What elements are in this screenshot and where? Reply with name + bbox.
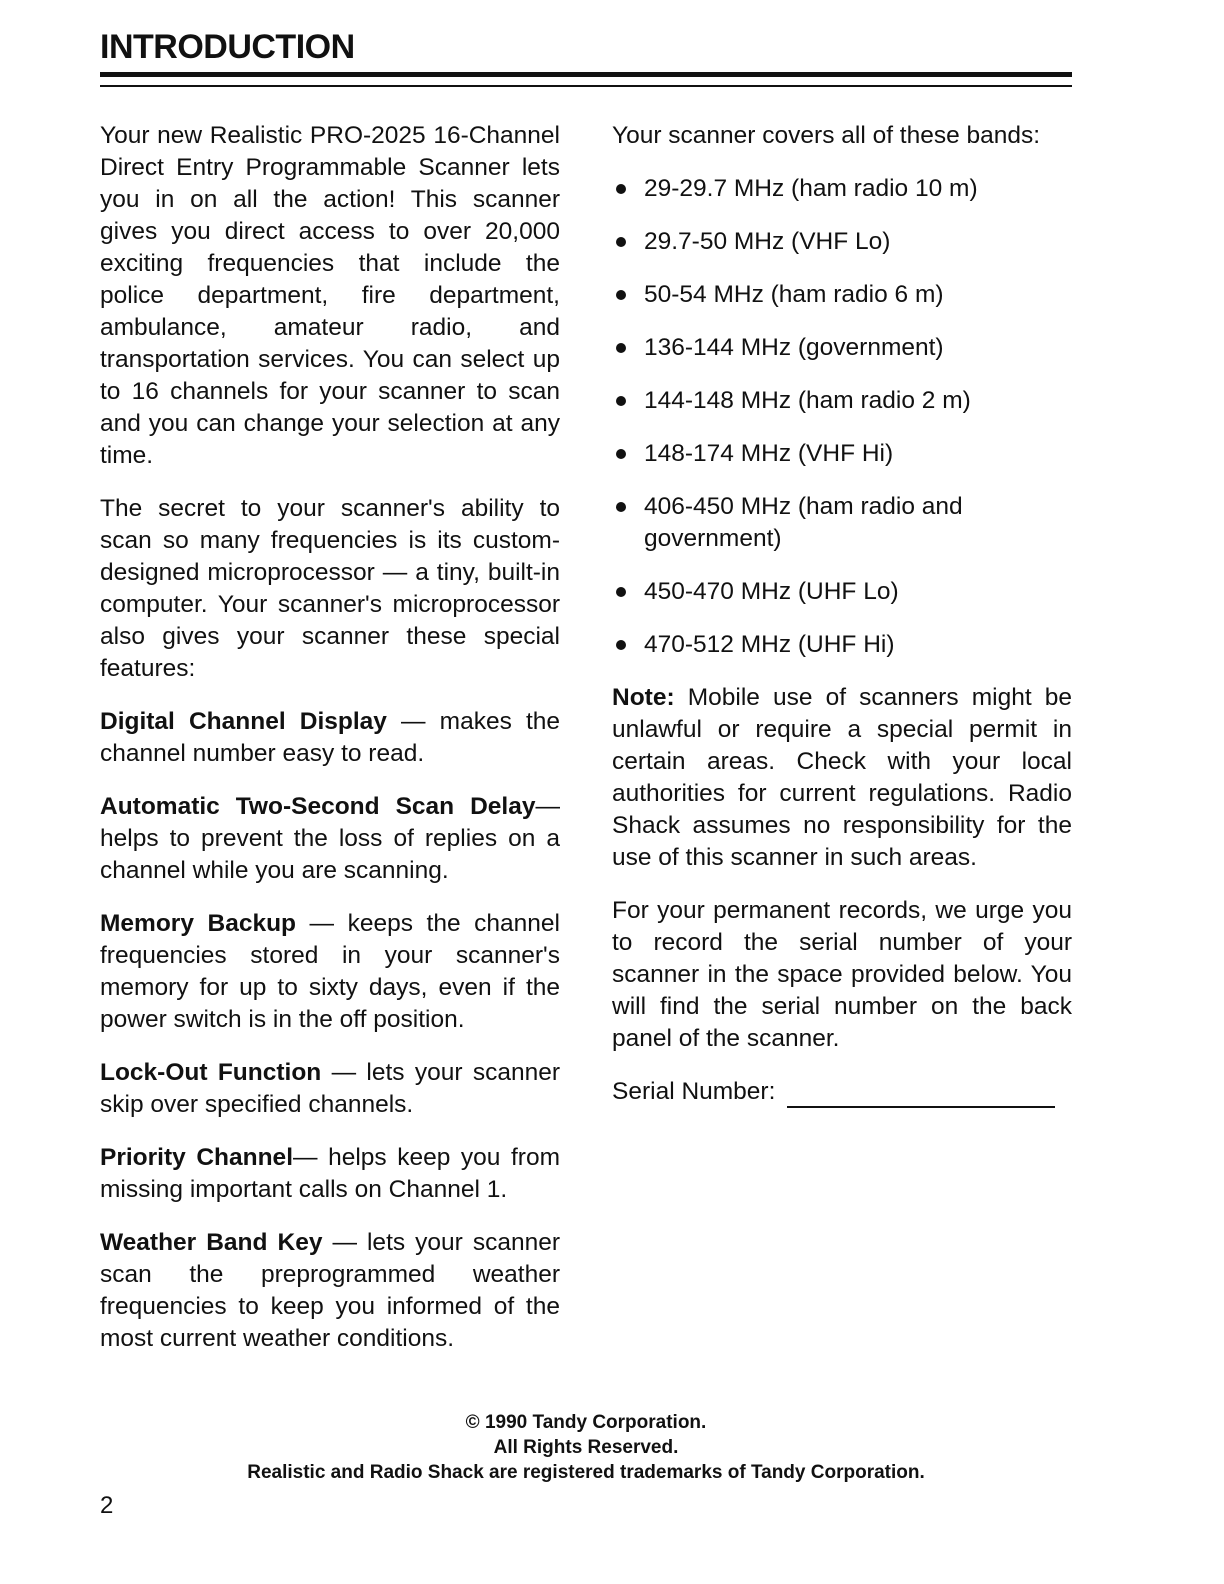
rights-line: All Rights Reserved. [493, 1437, 679, 1458]
band-text: 29-29.7 MHz (ham radio 10 m) [644, 175, 978, 202]
note-text: Mobile use of scanners might be unlawful or require a special permit in certain areas. Check with your local authorities for current regulations. Radio Shack assumes no responsibility for the use of this scanner in such areas. [612, 684, 1072, 871]
feature-desc: — lets your scanner scan the preprogrammed weather frequencies to keep you informed of the most current weather conditions. [100, 1229, 560, 1352]
feature-name: Memory Backup [100, 910, 296, 937]
list-item [612, 491, 1072, 555]
serial-number-field [612, 1076, 1072, 1108]
band-text: 406-450 MHz (ham radio and government) [644, 493, 963, 552]
bullet-icon [616, 184, 626, 194]
page-title: INTRODUCTION [100, 28, 355, 66]
records-paragraph: For your permanent records, we urge you to record the serial number of your scanner in the space provided below. You will find the serial number on the back panel of the scanner. [612, 897, 1072, 1052]
bullet-icon [616, 396, 626, 406]
trademark-line: Realistic and Radio Shack are registered trademarks of Tandy Corporation. [247, 1462, 925, 1483]
serial-number-blank [787, 1084, 1055, 1108]
feature-name: Lock-Out Function [100, 1059, 322, 1086]
bullet-icon [616, 449, 626, 459]
copyright-footer [100, 1410, 1072, 1485]
feature-item [100, 1142, 560, 1206]
serial-number-label: Serial Number: [612, 1078, 776, 1105]
feature-item [100, 791, 560, 887]
intro-paragraph: Your new Realistic PRO-2025 16-Channel Direct Entry Programmable Scanner lets you in on all the action! This scanner gives you direct access to over 20,000 exciting frequencies that include the police department, fire department, ambulance, amateur radio, and transportation services. You can select up to 16 channels for your scanner to scan and you can change your selection at any time. [100, 122, 560, 469]
title-rule-thin [100, 85, 1072, 87]
feature-name: Priority Channel [100, 1144, 293, 1171]
feature-name: Weather Band Key [100, 1229, 323, 1256]
band-text: 148-174 MHz (VHF Hi) [644, 440, 894, 467]
bullet-icon [616, 290, 626, 300]
list-item [612, 576, 1072, 608]
list-item [612, 226, 1072, 258]
feature-desc: — makes the channel number easy to read. [100, 708, 561, 767]
list-item [612, 279, 1072, 311]
band-text: 144-148 MHz (ham radio 2 m) [644, 387, 971, 414]
title-rule-thick [100, 72, 1072, 77]
band-text: 470-512 MHz (UHF Hi) [644, 631, 895, 658]
list-item [612, 332, 1072, 364]
feature-desc: — helps keep you from missing important calls on Channel 1. [100, 1144, 560, 1203]
feature-item [100, 1227, 560, 1355]
note-label: Note: [612, 684, 675, 711]
band-text: 29.7-50 MHz (VHF Lo) [644, 228, 891, 255]
feature-desc: — helps to prevent the loss of replies on a channel while you are scanning. [100, 793, 560, 884]
feature-desc: — keeps the channel frequencies stored in your scanner's memory for up to sixty days, even if the power switch is in the off position. [100, 910, 560, 1033]
band-text: 450-470 MHz (UHF Lo) [644, 578, 899, 605]
feature-name: Digital Channel Display [100, 708, 387, 735]
microprocessor-paragraph: The secret to your scanner's ability to scan so many frequencies is its custom-designed microprocessor — a tiny, built-in computer. Your scanner's microprocessor also gives your scanner these special features: [100, 495, 560, 682]
bands-intro: Your scanner covers all of these bands: [612, 122, 1041, 149]
band-text: 136-144 MHz (government) [644, 334, 944, 361]
list-item [612, 173, 1072, 205]
feature-item [100, 908, 560, 1036]
bullet-icon [616, 640, 626, 650]
page-number: 2 [100, 1492, 114, 1519]
bullet-icon [616, 343, 626, 353]
note-paragraph [612, 682, 1072, 874]
left-column [100, 120, 560, 1376]
bullet-icon [616, 587, 626, 597]
band-text: 50-54 MHz (ham radio 6 m) [644, 281, 944, 308]
bullet-icon [616, 237, 626, 247]
copyright-line: © 1990 Tandy Corporation. [465, 1412, 707, 1433]
feature-item [100, 1057, 560, 1121]
feature-desc: — lets your scanner skip over specified channels. [100, 1059, 560, 1118]
feature-name: Automatic Two-Second Scan Delay [100, 793, 536, 820]
list-item [612, 438, 1072, 470]
right-column [612, 120, 1072, 1108]
feature-item [100, 706, 560, 770]
bullet-icon [616, 502, 626, 512]
list-item [612, 629, 1072, 661]
list-item [612, 385, 1072, 417]
bands-list [612, 173, 1072, 661]
